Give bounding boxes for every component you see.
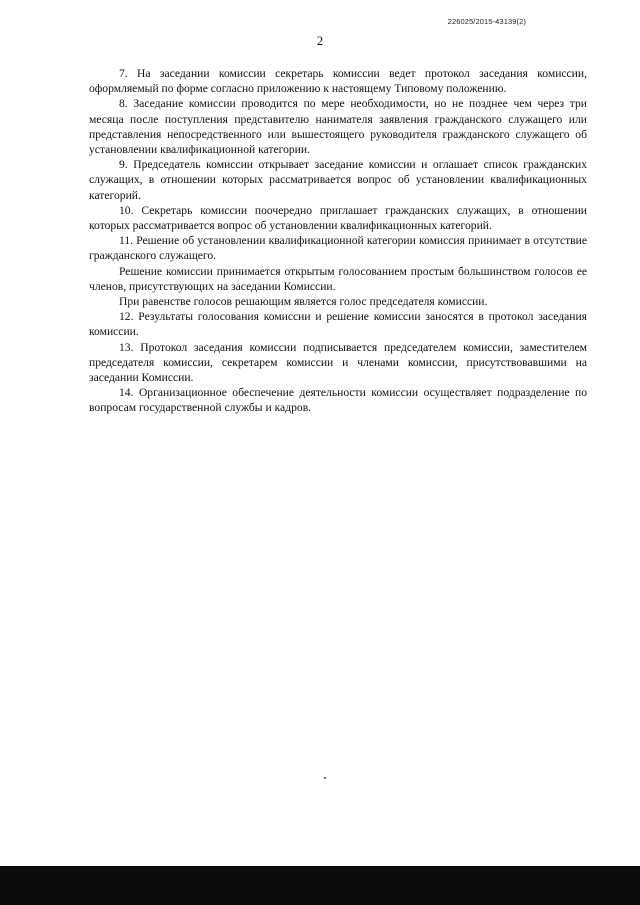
paragraph-13: 13. Протокол заседания комиссии подписывается председателем комиссии, заместителем председателя комиссии, секретарем комиссии и членами комиссии, присутствовавшими на заседании Комиссии. [89, 340, 587, 385]
scan-bottom-border [0, 866, 640, 905]
page-number: 2 [316, 34, 324, 48]
paragraph-7: 7. На заседании комиссии секретарь комиссии ведет протокол заседания комиссии, оформляемый по форме согласно приложению к настоящему Типовому положению. [89, 67, 587, 96]
paragraph-11-decision: Решение комиссии принимается открытым голосованием простым большинством голосов ее членов, присутствующих на заседании Комиссии. [89, 264, 587, 293]
document-body [89, 66, 587, 416]
paragraph-14: 14. Организационное обеспечение деятельности комиссии осуществляет подразделение по вопросам государственной службы и кадров. [89, 386, 587, 415]
scan-speck [324, 777, 326, 779]
paragraph-11: 11. Решение об установлении квалификационной категории комиссия принимает в отсутствие гражданского служащего. [89, 234, 587, 263]
paragraph-11-tie: При равенстве голосов решающим является голос председателя комиссии. [119, 295, 488, 309]
paragraph-9: 9. Председатель комиссии открывает заседание комиссии и оглашает список гражданских служащих, в отношении которых рассматривается вопрос об установлении квалификационных категорий. [89, 158, 587, 202]
paragraph-8: 8. Заседание комиссии проводится по мере необходимости, но не позднее чем через три месяца после поступления представителю нанимателя заявления гражданского служащего или представления непосредственного или вышестоящего руководителя гражданского служащего об установлении квалификационной категории. [89, 97, 587, 157]
paragraph-12: 12. Результаты голосования комиссии и решение комиссии заносятся в протокол заседания комиссии. [89, 310, 587, 339]
document-id: 226025/2015-43139(2) [447, 17, 526, 26]
paragraph-10: 10. Секретарь комиссии поочередно приглашает гражданских служащих, в отношении которых рассматривается вопрос об установлении квалификационных категорий. [89, 203, 587, 233]
